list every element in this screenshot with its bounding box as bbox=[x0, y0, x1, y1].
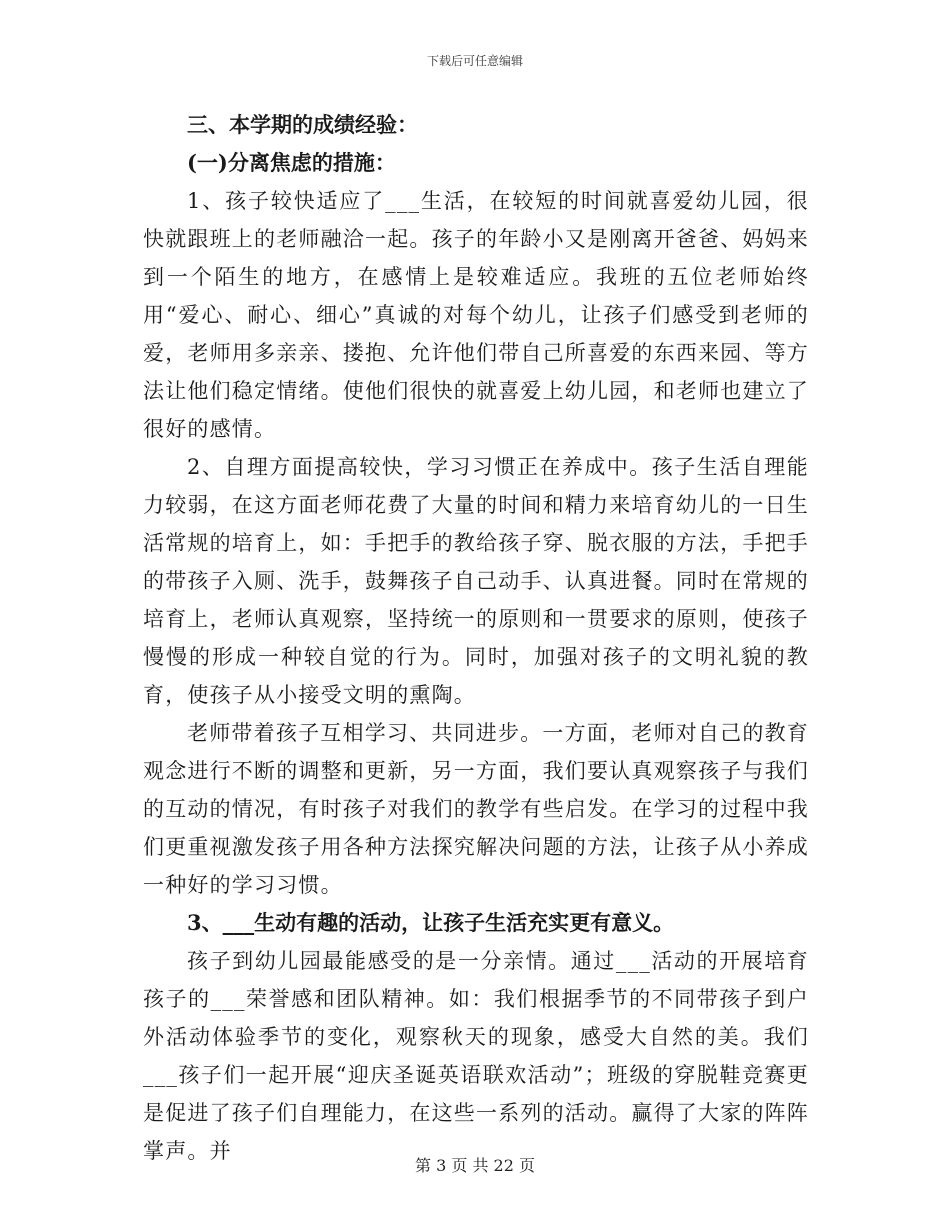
item3-paragraph: 孩子到幼儿园最能感受的是一分亲情。通过___活动的开展培育孩子的___荣誉感和团队精神。如：我们根据季节的不同带孩子到户外活动体验季节的变化，观察秋天的现象，感受大自然的美。我们___孩子们一起开展“迎庆圣诞英语联欢活动”；班级的穿脱鞋竞赛更是促进了孩子们自理能力，在这些一系列的活动。赢得了大家的阵阵掌声。并 bbox=[143, 949, 809, 1163]
paragraph-2: 2、自理方面提高较快，学习习惯正在养成中。孩子生活自理能力较弱，在这方面老师花费了大量的时间和精力来培育幼儿的一日生活常规的培育上，如：手把手的教给孩子穿、脱衣服的方法，手把手的带孩子入厕、洗手，鼓舞孩子自己动手、认真进餐。同时在常规的培育上，老师认真观察，坚持统一的原则和一贯要求的原则，使孩子慢慢的形成一种较自觉的行为。同时，加强对孩子的文明礼貌的教育，使孩子从小接受文明的熏陶。 bbox=[143, 455, 809, 707]
document-body bbox=[143, 106, 809, 1170]
paragraph-3: 老师带着孩子互相学习、共同进步。一方面，老师对自己的教育观念进行不断的调整和更新，另一方面，我们要认真观察孩子与我们的互动的情况，有时孩子对我们的教学有些启发。在学习的过程中我们更重视激发孩子用各种方法探究解决问题的方法，让孩子从小养成一种好的学习习惯。 bbox=[143, 721, 809, 897]
section-heading: 三、本学期的成绩经验： bbox=[187, 112, 418, 137]
subsection-heading: (一)分离焦虑的措施： bbox=[187, 150, 396, 175]
header-note: 下载后可任意编辑 bbox=[426, 54, 523, 68]
page-number: 第 3 页 共 22 页 bbox=[415, 1156, 535, 1175]
paragraph-1: 1、孩子较快适应了___生活，在较短的时间就喜爱幼儿园，很快就跟班上的老师融洽一起。孩子的年龄小又是刚离开爸爸、妈妈来到一个陌生的地方，在感情上是较难适应。我班的五位老师始终用“爱心、耐心、细心”真诚的对每个幼儿，让孩子们感受到老师的爱，老师用多亲亲、搂抱、允许他们带自己所喜爱的东西来园、等方法让他们稳定情绪。使他们很快的就喜爱上幼儿园，和老师也建立了很好的感情。 bbox=[143, 189, 809, 441]
item3-heading: 3、___生动有趣的活动，让孩子生活充实更有意义。 bbox=[187, 910, 675, 935]
